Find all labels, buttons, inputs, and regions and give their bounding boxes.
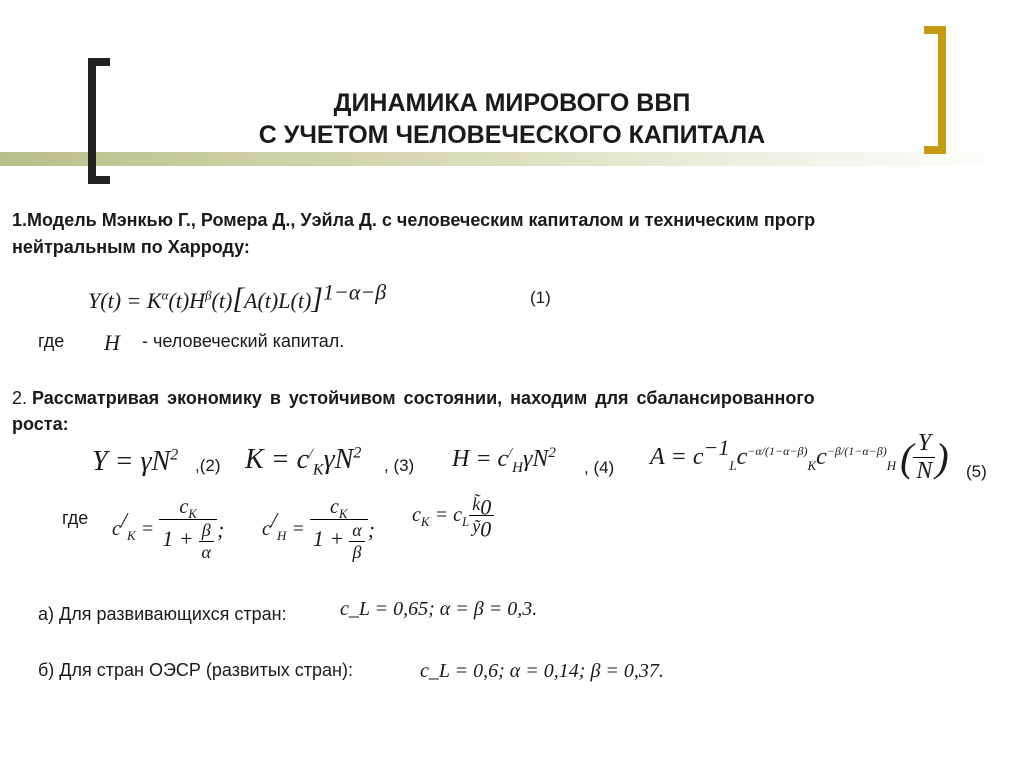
section2-number: 2. [12, 388, 33, 408]
equation-number-3: , (3) [384, 456, 415, 475]
human-capital-description: - человеческий капитал. [142, 331, 345, 351]
section2-text: Рассматривая экономику в устойчивом состоянии, находим для сбалансированного [32, 388, 815, 408]
section2-heading-line1 [12, 388, 815, 409]
equation-number-1: (1) [530, 288, 551, 307]
where-label-1: где [38, 331, 65, 351]
case-b-formula: c_L = 0,6; α = 0,14; β = 0,37. [420, 660, 664, 682]
section1-heading-line2: нейтральным по Харроду: [12, 237, 250, 257]
formula-cK-prime: $c^/_K$ = $c_K$ 1 + $\frac{\beta}{\alpha}$ ; [112, 496, 225, 562]
equation-number-5: (5) [966, 462, 987, 481]
case-b-label: б) Для стран ОЭСР (развитых стран): [38, 660, 353, 680]
slide-title-line2: С УЧЕТОМ ЧЕЛОВЕЧЕСКОГО КАПИТАЛА [258, 121, 766, 149]
slide-title-line1: ДИНАМИКА МИРОВОГО ВВП [333, 89, 691, 117]
formula-3: $K = c^/_K\gamma N^2$ [245, 444, 362, 479]
case-a-label: а) Для развивающихся стран: [38, 604, 287, 624]
case-a-formula: c_L = 0,65; α = β = 0,3. [340, 598, 538, 620]
where-label-2: где [62, 508, 89, 528]
symbol-H: H [104, 330, 120, 355]
formula-4: $H = c^/_H\gamma N^2$ [452, 445, 556, 476]
formula-5: A = $c^{-1}_L$ $c^{-\alpha/(1-\alpha-\beta)}_K$ $c^{-\beta/(1-\alpha-\beta)}_H$ ( $\frac{Y}{N}$ ) [650, 430, 949, 484]
section2-heading-line2: роста: [12, 414, 69, 434]
formula-cK: $c_K$ = $c_L$ $\frac{k̃_0}{ỹ_0}$ [412, 494, 494, 537]
equation-number-2: ,(2) [195, 456, 221, 475]
formula-2: $Y = \gamma N^2$ [92, 446, 179, 477]
section1-heading-line1: 1.Модель Мэнкью Г., Ромера Д., Уэйла Д. с человеческим капиталом и техническим прогр [12, 210, 816, 230]
formula-1: $Y(t) = K^\alpha(t)H^\beta(t)[A(t)L(t)]^{1-\alpha-\beta}$ [88, 279, 387, 315]
equation-number-4: , (4) [584, 458, 615, 477]
header-stripe [0, 152, 1024, 166]
formula-cH-prime: $c^/_H$ = $c_K$ 1 + $\frac{\alpha}{\beta}$ ; [262, 496, 376, 562]
